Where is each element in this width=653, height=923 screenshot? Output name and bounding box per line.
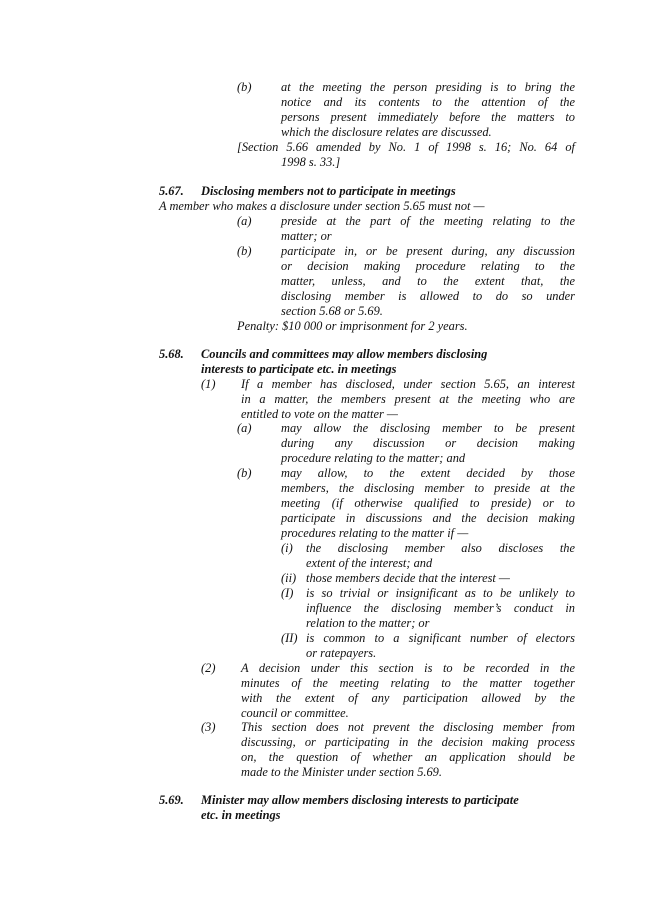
s566-b-line-1: at the meeting the person presiding is to bring the <box>281 80 575 94</box>
s568-number: 5.68. <box>159 347 184 361</box>
s567-b-label: (b) <box>237 244 252 258</box>
s568-I-line-2: influence the disclosing member’s conduct in <box>306 601 575 615</box>
s567-title: Disclosing members not to participate in meetings <box>201 184 456 198</box>
s568-p1b-line-3: meeting (if otherwise qualified to preside) or to <box>281 496 575 510</box>
s567-penalty: Penalty: $10 000 or imprisonment for 2 years. <box>237 319 468 333</box>
s568-p1b-line-2: members, the disclosing member to preside at the <box>281 481 575 495</box>
s568-p1b-line-4: participate in discussions and the decision making <box>281 511 575 525</box>
s569-number: 5.69. <box>159 793 184 807</box>
s568-p1b-label: (b) <box>237 466 252 480</box>
s568-I-line-1: is so trivial or insignificant as to be unlikely to <box>306 586 575 600</box>
s569-title-line-2: etc. in meetings <box>201 808 281 822</box>
s568-title-line-2: interests to participate etc. in meetings <box>201 362 397 376</box>
s568-p3-label: (3) <box>201 720 216 734</box>
s568-i-label: (i) <box>281 541 293 555</box>
s568-p1a-line-2: during any discussion or decision making <box>281 436 575 450</box>
s568-p1-label: (1) <box>201 377 216 391</box>
s567-b-line-5: section 5.68 or 5.69. <box>281 304 383 318</box>
s568-II-line-1: is common to a significant number of electors <box>306 631 575 645</box>
s567-b-line-1: participate in, or be present during, any discussion <box>281 244 575 258</box>
s567-number: 5.67. <box>159 184 184 198</box>
s568-i-line-1: the disclosing member also discloses the <box>306 541 575 555</box>
s568-p2-line-2: minutes of the meeting relating to the matter together <box>241 676 575 690</box>
s567-a-label: (a) <box>237 214 252 228</box>
s568-I-line-3: relation to the matter; or <box>306 616 430 630</box>
s566-note-line-2: 1998 s. 33.] <box>281 155 341 169</box>
s568-i-line-2: extent of the interest; and <box>306 556 433 570</box>
s568-p2-label: (2) <box>201 661 216 675</box>
s568-II-label: (II) <box>281 631 298 645</box>
s568-p3-line-2: discussing, or participating in the decision making process <box>241 735 575 749</box>
s568-p2-line-3: with the extent of any participation allowed by the <box>241 691 575 705</box>
s567-b-line-4: disclosing member is allowed to do so under <box>281 289 575 303</box>
s568-ii-line-1: those members decide that the interest — <box>306 571 510 585</box>
s568-I-label: (I) <box>281 586 294 600</box>
s566-b-line-2: notice and its contents to the attention of the <box>281 95 575 109</box>
s568-title-line-1: Councils and committees may allow members disclosing <box>201 347 488 361</box>
s566-b-line-3: persons present immediately before the matters to <box>281 110 575 124</box>
s568-p1-line-1: If a member has disclosed, under section 5.65, an interest <box>241 377 575 391</box>
s567-b-line-2: or decision making procedure relating to the <box>281 259 575 273</box>
s567-b-line-3: matter, unless, and to the extent that, the <box>281 274 575 288</box>
s568-p1-line-3: entitled to vote on the matter — <box>241 407 398 421</box>
s566-b-label: (b) <box>237 80 252 94</box>
s567-intro: A member who makes a disclosure under section 5.65 must not — <box>159 199 485 213</box>
s567-a-line-2: matter; or <box>281 229 332 243</box>
s569-title-line-1: Minister may allow members disclosing interests to participate <box>201 793 519 807</box>
s568-ii-label: (ii) <box>281 571 297 585</box>
s568-p1a-line-3: procedure relating to the matter; and <box>281 451 466 465</box>
s567-a-line-1: preside at the part of the meeting relating to the <box>281 214 575 228</box>
s568-p3-line-4: made to the Minister under section 5.69. <box>241 765 442 779</box>
s568-p1a-line-1: may allow the disclosing member to be present <box>281 421 575 435</box>
s568-p1b-line-5: procedures relating to the matter if — <box>281 526 469 540</box>
s568-p2-line-4: council or committee. <box>241 706 349 720</box>
s568-p3-line-3: on, the question of whether an application should be <box>241 750 575 764</box>
s568-p3-line-1: This section does not prevent the disclosing member from <box>241 720 575 734</box>
s568-p1-line-2: in a matter, the members present at the meeting who are <box>241 392 575 406</box>
s568-p2-line-1: A decision under this section is to be recorded in the <box>241 661 575 675</box>
s566-note-line-1: [Section 5.66 amended by No. 1 of 1998 s. 16; No. 64 of <box>237 140 575 154</box>
s568-p1b-line-1: may allow, to the extent decided by those <box>281 466 575 480</box>
s568-II-line-2: or ratepayers. <box>306 646 377 660</box>
s568-p1a-label: (a) <box>237 421 252 435</box>
s566-b-line-4: which the disclosure relates are discussed. <box>281 125 492 139</box>
